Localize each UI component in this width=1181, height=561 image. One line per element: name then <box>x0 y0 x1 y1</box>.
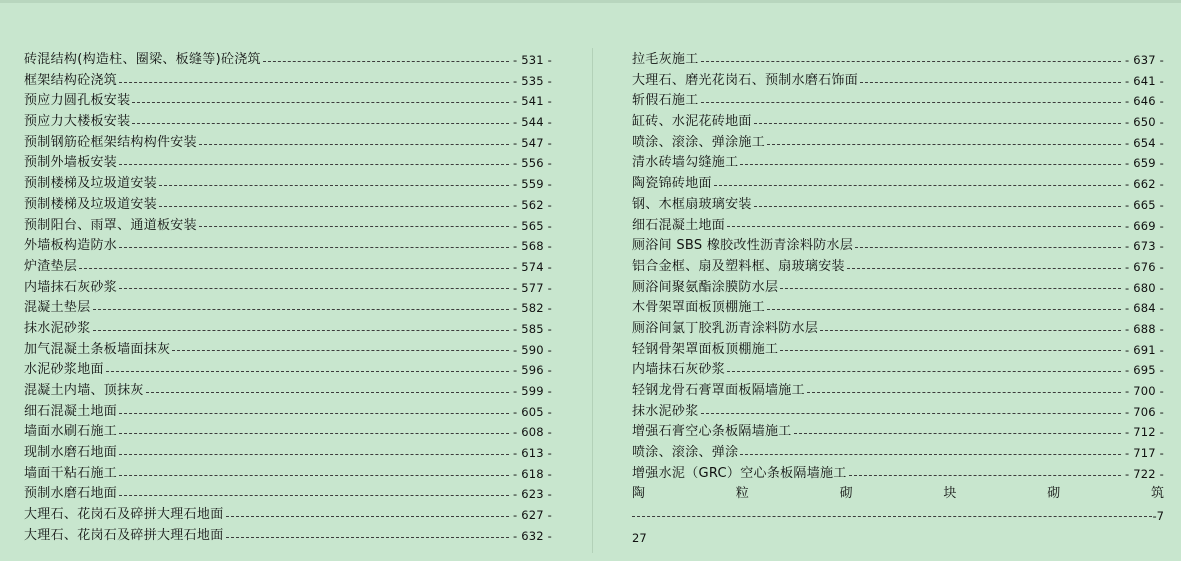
toc-left-column <box>24 50 552 547</box>
dot-leader <box>119 82 509 83</box>
dot-leader <box>119 475 509 476</box>
toc-page-number: - 565 - <box>513 218 552 233</box>
toc-entry-title-char: 块 <box>943 486 957 502</box>
toc-page-number: - 706 - <box>1125 404 1164 419</box>
toc-entry-title: 木骨架罩面板顶棚施工 <box>632 300 766 316</box>
dot-leader <box>263 61 509 62</box>
dot-leader <box>146 392 509 393</box>
dot-leader <box>119 288 509 289</box>
dot-leader <box>199 226 509 227</box>
toc-entry[interactable] <box>24 422 552 443</box>
toc-page-number: - 659 - <box>1125 156 1164 171</box>
toc-entry[interactable] <box>24 505 552 526</box>
dot-leader <box>860 82 1121 83</box>
toc-entry[interactable] <box>632 340 1164 361</box>
toc-page-number: - 535 - <box>513 73 552 88</box>
toc-entry-title: 轻钢骨架罩面板顶棚施工 <box>632 341 779 357</box>
toc-page-number: - 531 - <box>513 53 552 67</box>
toc-page-number: - 568 - <box>513 239 552 254</box>
toc-entry-title: 增强石膏空心条板隔墙施工 <box>632 424 792 440</box>
toc-entry-title: 墙面干粘石施工 <box>24 465 118 481</box>
toc-entry-title: 大理石、磨光花岗石、预制水磨石饰面 <box>632 72 859 88</box>
toc-entry-title: 预制钢筋砼框架结构构件安装 <box>24 134 197 150</box>
toc-page-number-part2: 27 <box>632 531 647 546</box>
toc-page-number: - 632 - <box>513 528 552 543</box>
toc-entry[interactable] <box>632 50 1164 71</box>
toc-page-number: - 623 - <box>513 487 552 502</box>
toc-entry-title: 增强水泥（GRC）空心条板隔墙施工 <box>632 465 847 481</box>
toc-page-number: - 688 - <box>1125 321 1164 336</box>
dot-leader <box>226 537 510 538</box>
toc-entry[interactable] <box>24 174 552 195</box>
dot-leader <box>767 309 1121 310</box>
toc-page-number: - 646 - <box>1125 94 1164 109</box>
toc-page-number: - 641 - <box>1125 73 1164 88</box>
dot-leader <box>701 61 1122 62</box>
toc-page-number: - 662 - <box>1125 177 1164 192</box>
toc-entry[interactable] <box>24 50 552 71</box>
dot-leader <box>754 123 1121 124</box>
dot-leader <box>780 288 1121 289</box>
toc-entry-title: 轻钢龙骨石膏罩面板隔墙施工 <box>632 383 805 398</box>
toc-entry-title: 预制水磨石地面 <box>24 486 118 502</box>
toc-page-number: - 559 - <box>513 177 552 192</box>
toc-entry[interactable] <box>24 278 552 299</box>
dot-leader <box>701 102 1122 103</box>
toc-page-number: - 684 - <box>1125 301 1164 316</box>
toc-entry-title: 厕浴间氯丁胶乳沥青涂料防水层 <box>632 320 819 336</box>
dot-leader <box>820 330 1121 331</box>
toc-entry-wrap-leader <box>632 505 1164 527</box>
toc-entry-title: 斩假石施工 <box>632 93 699 109</box>
toc-entry[interactable] <box>24 133 552 154</box>
toc-entry-title-char: 陶 <box>632 486 646 502</box>
dot-leader <box>847 268 1121 269</box>
toc-page-number: - 673 - <box>1125 239 1164 254</box>
toc-entry-title: 拉毛灰施工 <box>632 52 699 67</box>
toc-page-number-wrap <box>632 527 1164 549</box>
toc-page-number: - 665 - <box>1125 197 1164 212</box>
toc-right-column <box>632 50 1164 549</box>
toc-entry-title: 内墙抹石灰砂浆 <box>632 362 726 378</box>
dot-leader <box>79 268 509 269</box>
toc-page-number-part1: -7 <box>1152 509 1164 524</box>
dot-leader <box>727 371 1121 372</box>
page-gutter <box>592 48 593 553</box>
toc-entry-title-char: 粒 <box>735 486 749 502</box>
toc-page-number: - 680 - <box>1125 280 1164 295</box>
dot-leader <box>159 185 509 186</box>
toc-entry[interactable] <box>632 381 1164 402</box>
toc-entry[interactable] <box>24 526 552 547</box>
dot-leader <box>159 206 509 207</box>
toc-entry-title: 外墙板构造防水 <box>24 238 118 254</box>
toc-entry[interactable] <box>632 422 1164 443</box>
toc-entry-spread-title[interactable] <box>632 483 1164 505</box>
toc-entry[interactable] <box>24 298 552 319</box>
toc-entry[interactable] <box>24 360 552 381</box>
toc-page-number: - 654 - <box>1125 135 1164 150</box>
toc-page-number: - 562 - <box>513 197 552 212</box>
toc-entry-title: 抹水泥砂浆 <box>24 320 91 336</box>
dot-leader <box>727 226 1121 227</box>
toc-entry-title: 细石混凝土地面 <box>24 403 118 419</box>
dot-leader <box>754 206 1121 207</box>
toc-page-number: - 590 - <box>513 342 552 357</box>
dot-leader <box>740 164 1121 165</box>
toc-entry[interactable] <box>632 443 1164 464</box>
toc-entry[interactable] <box>24 443 552 464</box>
toc-entry[interactable] <box>24 195 552 216</box>
dot-leader <box>767 144 1121 145</box>
toc-entry-title: 陶瓷锦砖地面 <box>632 176 712 192</box>
toc-page-number: - 599 - <box>513 384 552 398</box>
toc-page-number: - 544 - <box>513 115 552 130</box>
dot-leader <box>199 144 509 145</box>
toc-entry-title: 钢、木框扇玻璃安装 <box>632 196 752 212</box>
toc-entry-title: 混凝土内墙、顶抹灰 <box>24 383 144 398</box>
toc-entry[interactable] <box>632 91 1164 112</box>
toc-entry-title: 砖混结构(构造柱、圈梁、板缝等)砼浇筑 <box>24 52 261 67</box>
toc-entry-title-char: 砌 <box>1047 486 1061 502</box>
toc-entry-title: 大理石、花岗石及碎拼大理石地面 <box>24 527 224 543</box>
toc-entry[interactable] <box>24 71 552 92</box>
toc-page-number: - 541 - <box>513 94 552 109</box>
dot-leader <box>93 330 510 331</box>
toc-entry-title: 加气混凝土条板墙面抹灰 <box>24 341 171 357</box>
dot-leader <box>132 123 509 124</box>
toc-entry-title: 水泥砂浆地面 <box>24 362 104 378</box>
toc-entry[interactable] <box>24 319 552 340</box>
dot-leader <box>807 392 1121 393</box>
toc-page-number: - 577 - <box>513 280 552 295</box>
toc-page-number: - 637 - <box>1125 53 1164 67</box>
toc-entry[interactable] <box>24 340 552 361</box>
toc-entry-title: 细石混凝土地面 <box>632 217 726 233</box>
dot-leader <box>119 495 509 496</box>
dot-leader <box>106 371 509 372</box>
toc-entry[interactable] <box>632 236 1164 257</box>
toc-entry[interactable] <box>632 402 1164 423</box>
toc-entry[interactable] <box>632 133 1164 154</box>
toc-page-number: - 700 - <box>1125 384 1164 398</box>
toc-entry-title: 预应力圆孔板安装 <box>24 93 131 109</box>
toc-entry-title: 框架结构砼浇筑 <box>24 72 118 88</box>
dot-leader <box>780 350 1121 351</box>
dot-leader <box>794 433 1121 434</box>
toc-page-number: - 582 - <box>513 301 552 316</box>
toc-page-number: - 574 - <box>513 259 552 274</box>
toc-page-number: - 691 - <box>1125 342 1164 357</box>
toc-entry-title: 炉渣垫层 <box>24 258 78 274</box>
toc-entry-title: 抹水泥砂浆 <box>632 403 699 419</box>
toc-page-number: - 605 - <box>513 404 552 419</box>
toc-entry[interactable] <box>24 153 552 174</box>
dot-leader <box>119 247 509 248</box>
toc-entry[interactable] <box>632 195 1164 216</box>
dot-leader <box>119 433 509 434</box>
toc-entry-title: 大理石、花岗石及碎拼大理石地面 <box>24 507 224 523</box>
dot-leader <box>119 164 509 165</box>
toc-entry-title: 厕浴间聚氨酯涂膜防水层 <box>632 279 779 295</box>
toc-entry[interactable] <box>632 278 1164 299</box>
toc-page-number: - 627 - <box>513 508 552 523</box>
toc-page-number: - 596 - <box>513 363 552 378</box>
top-edge <box>0 0 1181 3</box>
dot-leader <box>701 413 1122 414</box>
toc-page-number: - 547 - <box>513 135 552 150</box>
toc-entry-title: 喷涂、滚涂、弹涂施工 <box>632 134 766 150</box>
toc-entry-title: 内墙抹石灰砂浆 <box>24 279 118 295</box>
toc-page-number: - 722 - <box>1125 466 1164 481</box>
toc-entry[interactable] <box>24 112 552 133</box>
toc-entry[interactable] <box>24 216 552 237</box>
toc-entry[interactable] <box>632 464 1164 485</box>
toc-page-number: - 669 - <box>1125 218 1164 233</box>
toc-entry-title-char: 筑 <box>1150 486 1164 502</box>
toc-entry-title: 清水砖墙勾缝施工 <box>632 155 739 171</box>
dot-leader <box>132 102 509 103</box>
toc-entry[interactable] <box>632 257 1164 278</box>
toc-entry[interactable] <box>632 153 1164 174</box>
toc-entry-title: 预制楼梯及垃圾道安装 <box>24 196 158 212</box>
toc-entry[interactable] <box>24 464 552 485</box>
toc-entry-title: 厕浴间 SBS 橡胶改性沥青涂料防水层 <box>632 238 854 254</box>
toc-entry[interactable] <box>24 236 552 257</box>
dot-leader <box>714 185 1121 186</box>
toc-entry[interactable] <box>24 91 552 112</box>
dot-leader <box>93 309 510 310</box>
toc-entry[interactable] <box>632 174 1164 195</box>
dot-leader <box>632 516 1152 517</box>
dot-leader <box>172 350 509 351</box>
toc-entry[interactable] <box>632 216 1164 237</box>
toc-entry-title: 喷涂、滚涂、弹涂 <box>632 445 739 461</box>
toc-page-number: - 695 - <box>1125 363 1164 378</box>
toc-entry[interactable] <box>24 257 552 278</box>
toc-page-number: - 676 - <box>1125 259 1164 274</box>
toc-page-number: - 556 - <box>513 156 552 171</box>
toc-entry-title: 混凝土垫层 <box>24 300 91 316</box>
toc-page-number: - 608 - <box>513 425 552 440</box>
dot-leader <box>226 516 510 517</box>
toc-entry-title: 墙面水刷石施工 <box>24 424 118 440</box>
toc-entry[interactable] <box>24 381 552 402</box>
toc-entry[interactable] <box>24 402 552 423</box>
toc-page-number: - 585 - <box>513 321 552 336</box>
dot-leader <box>849 475 1121 476</box>
toc-page-number: - 717 - <box>1125 446 1164 461</box>
toc-entry-title: 铝合金框、扇及塑料框、扇玻璃安装 <box>632 258 845 274</box>
toc-entry[interactable] <box>24 484 552 505</box>
toc-entry-title: 预制楼梯及垃圾道安装 <box>24 176 158 192</box>
dot-leader <box>855 247 1121 248</box>
toc-page-number: - 712 - <box>1125 425 1164 440</box>
toc-entry-title: 预应力大楼板安装 <box>24 114 131 130</box>
toc-entry[interactable] <box>632 112 1164 133</box>
toc-entry[interactable] <box>632 71 1164 92</box>
toc-entry[interactable] <box>632 319 1164 340</box>
toc-page-number: - 613 - <box>513 446 552 461</box>
dot-leader <box>119 413 509 414</box>
dot-leader <box>119 454 509 455</box>
toc-entry-title: 现制水磨石地面 <box>24 445 118 461</box>
toc-entry-title-char: 砌 <box>839 486 853 502</box>
toc-entry[interactable] <box>632 298 1164 319</box>
toc-entry-title: 缸砖、水泥花砖地面 <box>632 114 752 130</box>
toc-entry-title: 预制外墙板安装 <box>24 155 118 171</box>
toc-page-number: - 618 - <box>513 466 552 481</box>
dot-leader <box>740 454 1121 455</box>
toc-entry[interactable] <box>632 360 1164 381</box>
toc-entry-title: 预制阳台、雨罩、通道板安装 <box>24 217 197 233</box>
toc-page-number: - 650 - <box>1125 115 1164 130</box>
